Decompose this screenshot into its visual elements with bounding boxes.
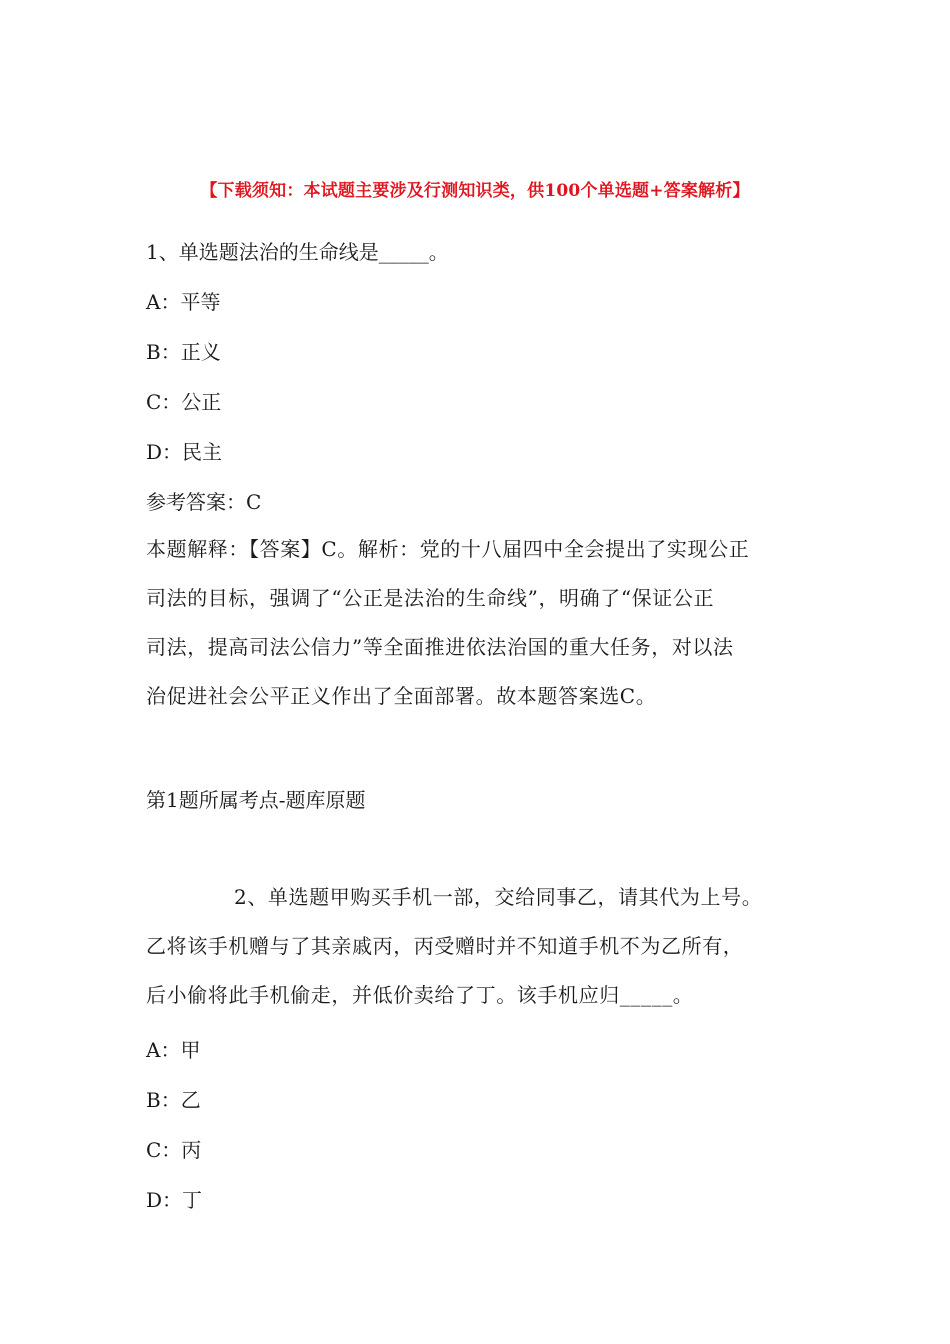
- q2-stem-line: 2、单选题甲购买手机一部，交给同事乙，请其代为上号。: [234, 885, 763, 909]
- q1-explanation: [146, 525, 806, 721]
- q2-stem: [146, 873, 806, 1020]
- q1-topic: 第1题所属考点-题库原题: [146, 788, 366, 812]
- q1-option-d: D：民主: [146, 440, 223, 464]
- q1-option-b: B：正义: [146, 340, 221, 364]
- q2-stem-line: 后小偷将此手机偷走，并低价卖给了丁。该手机应归_____。: [146, 983, 694, 1007]
- q2-option-d: D：丁: [146, 1188, 203, 1212]
- q1-stem: 1、单选题法治的生命线是_____。: [146, 240, 449, 264]
- q2-stem-line: 乙将该手机赠与了其亲戚丙，丙受赠时并不知道手机不为乙所有，: [146, 934, 744, 958]
- q1-explanation-line: 本题解释：【答案】C。解析：党的十八届四中全会提出了实现公正: [146, 537, 750, 561]
- q1-explanation-line: 治促进社会公平正义作出了全面部署。故本题答案选C。: [146, 684, 657, 708]
- q1-option-c: C：公正: [146, 390, 222, 414]
- q2-option-c: C：丙: [146, 1138, 202, 1162]
- q1-explanation-line: 司法，提高司法公信力”等全面推进依法治国的重大任务，对以法: [146, 635, 734, 659]
- q1-answer: 参考答案：C: [146, 490, 262, 514]
- q1-option-a: A：平等: [146, 290, 221, 314]
- download-notice: 【下载须知：本试题主要涉及行测知识类，供100个单选题+答案解析】: [200, 181, 750, 201]
- q2-option-b: B：乙: [146, 1088, 201, 1112]
- q1-explanation-line: 司法的目标，强调了“公正是法治的生命线”，明确了“保证公正: [146, 586, 715, 610]
- q2-option-a: A：甲: [146, 1038, 201, 1062]
